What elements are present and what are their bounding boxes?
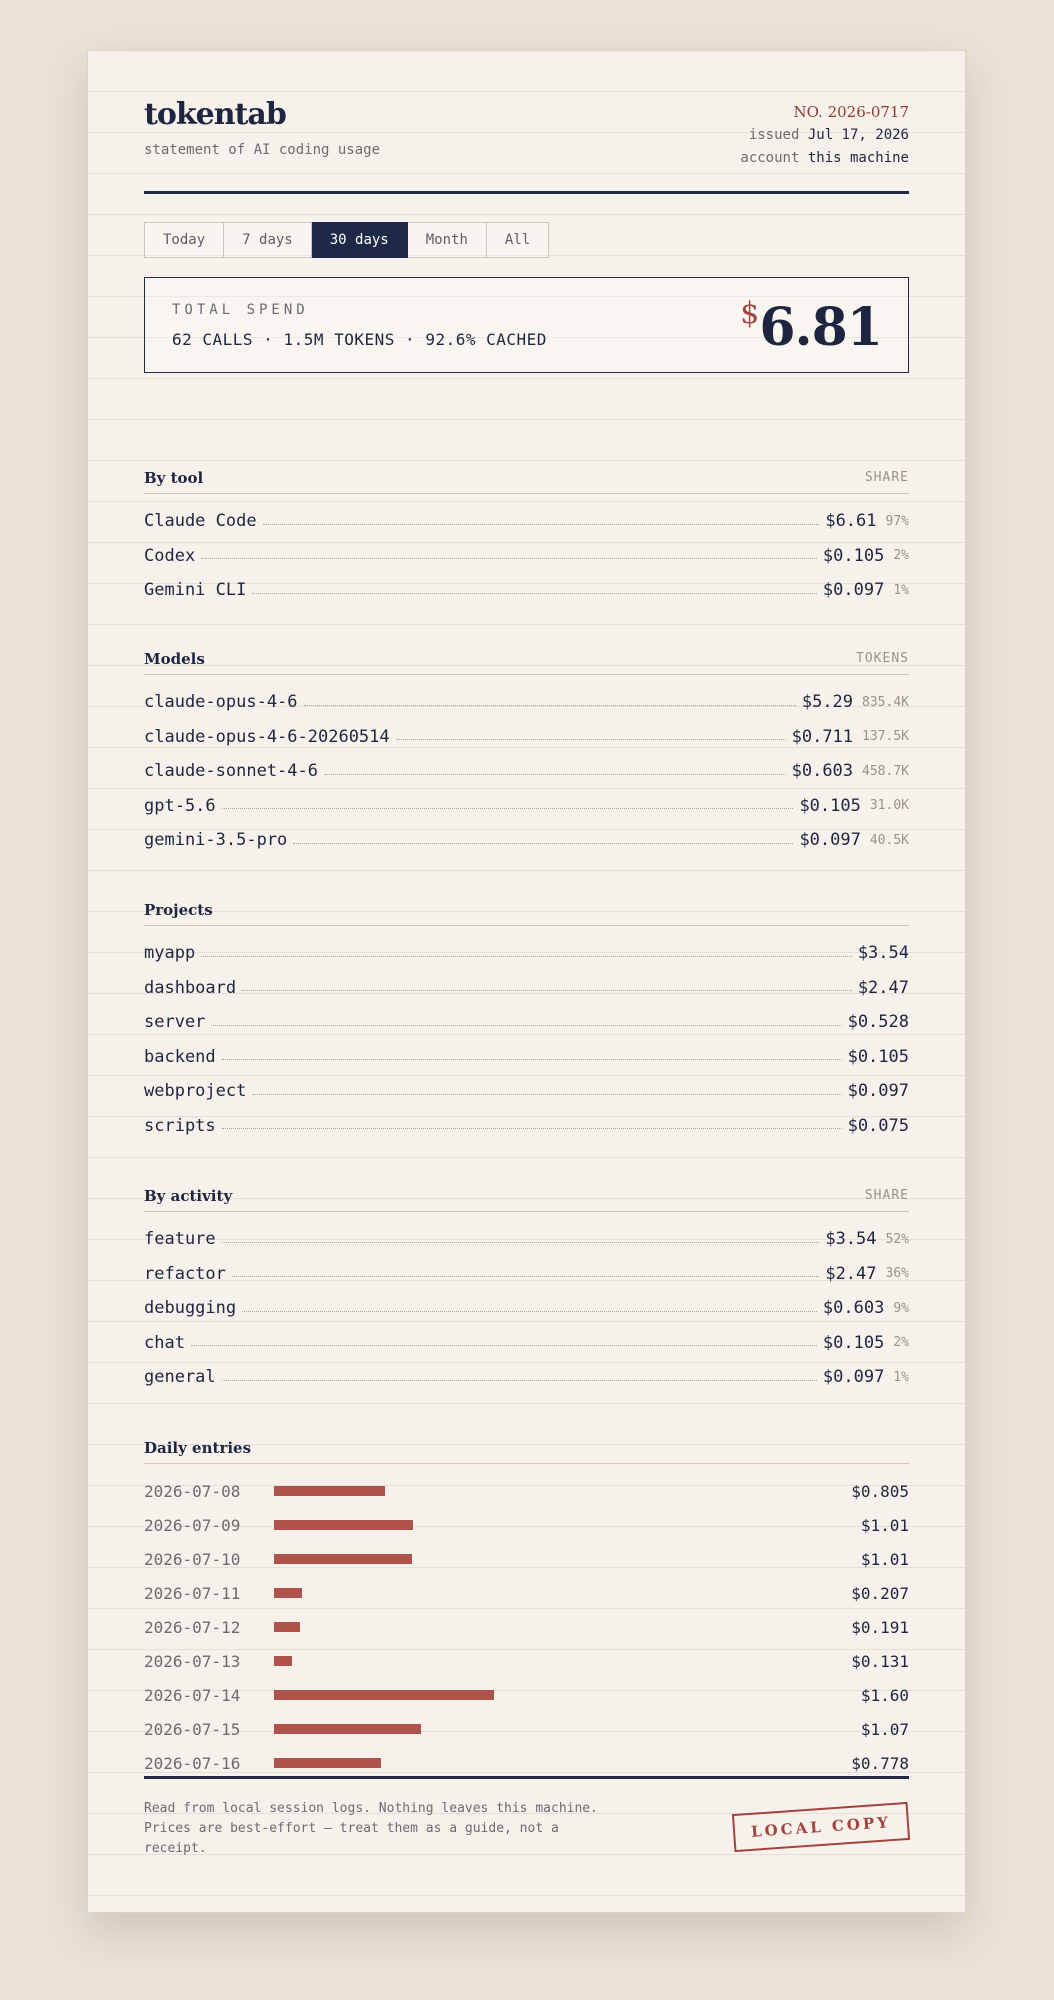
entry-amount: $0.778 <box>851 1753 909 1773</box>
total-spend-amount <box>740 296 882 358</box>
row-amount: $0.105 <box>799 795 861 816</box>
row-name: chat <box>144 1332 185 1353</box>
bar-track <box>274 1622 841 1632</box>
row-share: 1% <box>893 582 909 598</box>
section-header <box>144 642 909 675</box>
dot-leader <box>396 739 786 740</box>
row-share: 1% <box>893 1369 909 1385</box>
row-share: 2% <box>893 1335 909 1351</box>
total-spend-summary: 62 CALLS · 1.5M TOKENS · 92.6% CACHED <box>172 330 547 349</box>
entry-date: 2026-07-12 <box>144 1617 241 1637</box>
entry-amount: $1.01 <box>860 1515 909 1535</box>
list-item <box>144 1005 909 1040</box>
section-column-label: TOKENS <box>856 651 909 666</box>
row-amount: $0.528 <box>847 1012 909 1033</box>
list-item <box>144 1257 909 1292</box>
bar-track <box>274 1690 851 1700</box>
table-row <box>144 1576 909 1610</box>
row-amount: $0.097 <box>822 1367 885 1388</box>
row-amount: $0.097 <box>822 580 885 601</box>
tab-30-days[interactable]: 30 days <box>312 222 408 258</box>
row-tokens: 31.0K <box>869 798 909 814</box>
list-item <box>144 1222 909 1257</box>
entry-date: 2026-07-09 <box>144 1515 241 1535</box>
entry-date: 2026-07-08 <box>144 1481 241 1501</box>
daily-bar <box>274 1758 381 1768</box>
row-name: scripts <box>144 1115 216 1136</box>
table-row <box>144 1610 909 1644</box>
tab-today[interactable]: Today <box>144 222 224 258</box>
row-name: refactor <box>144 1263 226 1284</box>
row-amount: $0.603 <box>822 1298 885 1319</box>
list-item <box>144 539 909 574</box>
list-item <box>144 685 909 720</box>
dot-leader <box>252 1094 841 1095</box>
section-title: Models <box>144 650 205 668</box>
row-name: Gemini CLI <box>144 580 247 601</box>
section-header <box>144 461 909 494</box>
table-row <box>144 1508 909 1542</box>
section-daily-entries <box>144 1431 909 1780</box>
section-title: By activity <box>144 1187 233 1205</box>
tab-all[interactable]: All <box>487 222 549 258</box>
row-amount: $5.29 <box>801 692 854 713</box>
row-amount: $0.097 <box>847 1081 909 1102</box>
row-amount: $0.075 <box>847 1115 909 1136</box>
dot-leader <box>191 1345 817 1346</box>
bar-track <box>274 1486 841 1496</box>
row-amount: $0.097 <box>799 830 861 851</box>
footer-note: Read from local session logs. Nothing leaves this machine. Prices are best-effort — treat them as a guide, not a receipt. <box>144 1801 598 1856</box>
row-amount: $0.711 <box>791 726 854 747</box>
row-tokens: 137.5K <box>862 729 909 745</box>
daily-rows <box>144 1464 909 1780</box>
section-header <box>144 893 909 926</box>
bar-track <box>274 1554 851 1564</box>
list-item <box>144 936 909 971</box>
tab-7-days[interactable]: 7 days <box>224 222 312 258</box>
row-name: webproject <box>144 1081 247 1102</box>
row-share: 52% <box>885 1231 909 1247</box>
dot-leader <box>263 524 820 525</box>
entry-date: 2026-07-13 <box>144 1651 241 1671</box>
section-header <box>144 1179 909 1212</box>
row-name: backend <box>144 1046 216 1067</box>
statement-number: NO. 2026-0717 <box>793 103 909 121</box>
row-name: debugging <box>144 1298 237 1319</box>
dot-leader <box>293 843 793 844</box>
section-title: Projects <box>144 901 213 919</box>
dot-leader <box>242 1311 817 1312</box>
row-amount: $3.54 <box>825 1229 877 1250</box>
row-tokens: 40.5K <box>869 832 909 848</box>
daily-bar <box>274 1520 413 1530</box>
bar-track <box>274 1656 841 1666</box>
entry-date: 2026-07-14 <box>144 1685 241 1705</box>
list-item <box>144 1291 909 1326</box>
table-row <box>144 1474 909 1508</box>
row-amount: $2.47 <box>825 1263 877 1284</box>
row-share: 97% <box>885 513 909 529</box>
issued-line <box>740 127 909 150</box>
section-header <box>144 1431 909 1464</box>
account-line <box>740 150 909 173</box>
bar-track <box>274 1758 841 1768</box>
row-name: myapp <box>144 943 196 964</box>
row-amount: $2.47 <box>857 977 909 998</box>
row-amount: $0.105 <box>822 1332 885 1353</box>
table-row <box>144 1712 909 1746</box>
row-name: claude-opus-4-6-20260514 <box>144 726 390 747</box>
list-item <box>144 720 909 755</box>
daily-bar <box>274 1486 385 1496</box>
list-item <box>144 1326 909 1361</box>
daily-bar <box>274 1554 412 1564</box>
row-name: gemini-3.5-pro <box>144 830 288 851</box>
row-name: server <box>144 1012 206 1033</box>
issued-value: Jul 17, 2026 <box>807 127 909 143</box>
section-column-label: SHARE <box>864 470 909 485</box>
row-name: dashboard <box>144 977 237 998</box>
table-row <box>144 1542 909 1576</box>
row-name: general <box>144 1367 216 1388</box>
entry-date: 2026-07-16 <box>144 1753 241 1773</box>
row-tokens: 458.7K <box>862 763 909 779</box>
total-spend-box <box>144 277 909 373</box>
brand-title: tokentab <box>144 97 286 132</box>
table-row <box>144 1746 909 1780</box>
list-item <box>144 1074 909 1109</box>
entry-amount: $0.191 <box>851 1617 909 1637</box>
section-models <box>144 642 909 858</box>
entry-amount: $0.131 <box>851 1651 909 1671</box>
entry-date: 2026-07-15 <box>144 1719 241 1739</box>
dot-leader <box>242 990 852 991</box>
list-item <box>144 754 909 789</box>
entry-amount: $1.01 <box>860 1549 909 1569</box>
total-spend-label: TOTAL SPEND <box>172 302 309 318</box>
list-item <box>144 1109 909 1144</box>
row-tokens: 835.4K <box>862 694 909 710</box>
section-by-tool <box>144 461 909 608</box>
bar-track <box>274 1724 851 1734</box>
tab-month[interactable]: Month <box>408 222 487 258</box>
table-row <box>144 1678 909 1712</box>
list-item <box>144 789 909 824</box>
bar-track <box>274 1588 841 1598</box>
row-name: Claude Code <box>144 511 257 532</box>
row-share: 2% <box>893 548 909 564</box>
section-title: By tool <box>144 469 204 487</box>
statement-paper <box>87 50 966 1913</box>
total-amount-value: 6.81 <box>759 297 882 358</box>
footer-divider <box>144 1776 909 1779</box>
row-name: gpt-5.6 <box>144 795 216 816</box>
section-column-label: SHARE <box>864 1188 909 1203</box>
dot-leader <box>211 1025 841 1026</box>
section-title: Daily entries <box>144 1439 252 1457</box>
list-item <box>144 573 909 608</box>
table-row <box>144 1644 909 1678</box>
tool-rows <box>144 494 909 608</box>
row-name: claude-opus-4-6 <box>144 692 298 713</box>
statement-meta <box>740 103 909 173</box>
daily-bar <box>274 1690 494 1700</box>
row-amount: $6.61 <box>825 511 877 532</box>
row-name: feature <box>144 1229 216 1250</box>
row-amount: $3.54 <box>857 943 909 964</box>
entry-amount: $0.805 <box>851 1481 909 1501</box>
issued-label: issued <box>748 127 800 143</box>
row-amount: $0.105 <box>847 1046 909 1067</box>
dot-leader <box>304 705 796 706</box>
dot-leader <box>222 808 794 809</box>
dot-leader <box>222 1059 842 1060</box>
row-share: 9% <box>893 1300 909 1316</box>
entry-date: 2026-07-11 <box>144 1583 241 1603</box>
statement-content <box>144 51 909 1912</box>
dot-leader <box>324 774 786 775</box>
dot-leader <box>232 1276 819 1277</box>
header-divider <box>144 191 909 194</box>
row-share: 36% <box>885 1266 909 1282</box>
dot-leader <box>201 956 852 957</box>
section-projects <box>144 893 909 1143</box>
list-item <box>144 823 909 858</box>
section-by-activity <box>144 1179 909 1395</box>
currency-symbol: $ <box>740 296 760 331</box>
list-item <box>144 1040 909 1075</box>
daily-bar <box>274 1588 302 1598</box>
daily-bar <box>274 1656 292 1666</box>
list-item <box>144 1360 909 1395</box>
daily-bar <box>274 1724 421 1734</box>
brand-tagline: statement of AI coding usage <box>144 142 381 158</box>
row-amount: $0.105 <box>822 545 885 566</box>
list-item <box>144 504 909 539</box>
entry-date: 2026-07-10 <box>144 1549 241 1569</box>
row-name: Codex <box>144 545 196 566</box>
daily-bar <box>274 1622 300 1632</box>
entry-amount: $1.60 <box>860 1685 909 1705</box>
dot-leader <box>222 1242 820 1243</box>
list-item <box>144 971 909 1006</box>
dot-leader <box>201 558 817 559</box>
entry-amount: $0.207 <box>851 1583 909 1603</box>
row-amount: $0.603 <box>791 761 854 782</box>
entry-amount: $1.07 <box>860 1719 909 1739</box>
activity-rows <box>144 1212 909 1395</box>
bar-track <box>274 1520 851 1530</box>
local-copy-stamp: LOCAL COPY <box>732 1802 910 1852</box>
dot-leader <box>252 593 817 594</box>
model-rows <box>144 675 909 858</box>
dot-leader <box>222 1128 842 1129</box>
dot-leader <box>222 1380 817 1381</box>
account-value: this machine <box>807 150 909 166</box>
range-tabs <box>144 222 549 258</box>
row-name: claude-sonnet-4-6 <box>144 761 318 782</box>
project-rows <box>144 926 909 1143</box>
account-label: account <box>740 150 800 166</box>
